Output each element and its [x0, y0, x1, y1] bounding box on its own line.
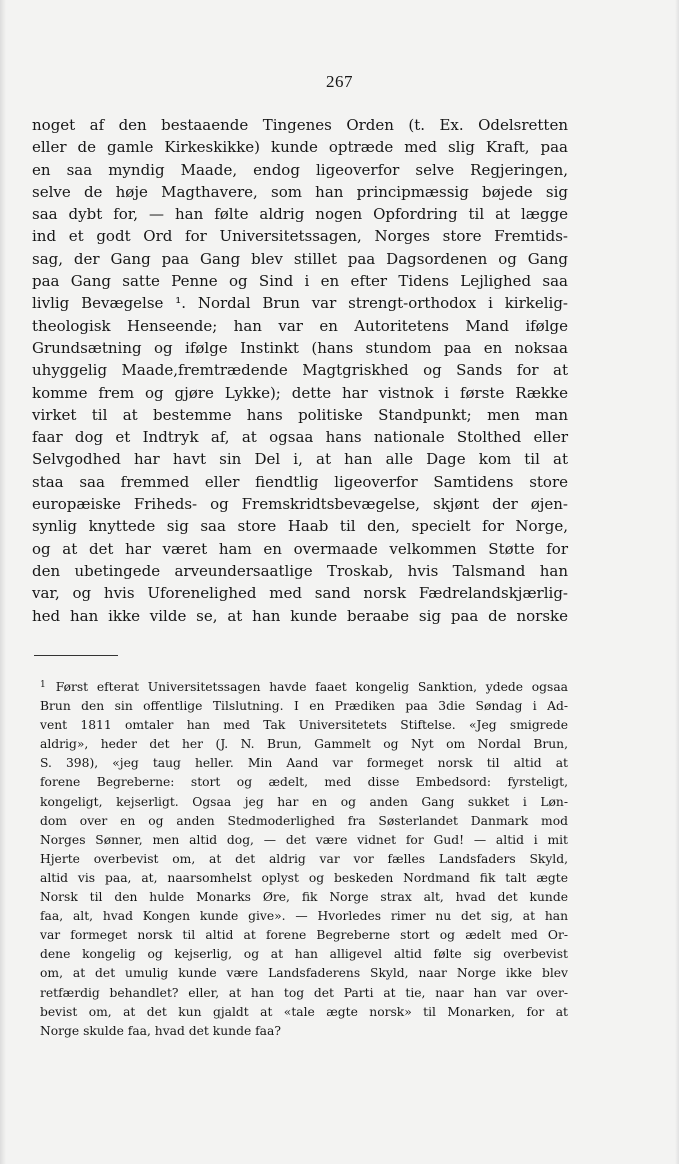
- body-line: var, og hvis Uforenelighed med sand norsk Fædrelandskjærlig-: [32, 584, 568, 603]
- body-line: komme frem og gjøre Lykke); dette har vistnok i første Række: [32, 383, 568, 402]
- footnote-line: bevist om, at det kun gjaldt at «tale ægte norsk» til Monarken, for at: [40, 1004, 568, 1019]
- body-line: sag, der Gang paa Gang blev stillet paa Dagsordenen og Gang: [32, 249, 568, 268]
- body-line: synlig knyttede sig saa store Haab til den, specielt for Norge,: [32, 517, 568, 536]
- body-line: en saa myndig Maade, endog ligeoverfor selve Regjeringen,: [32, 160, 568, 179]
- body-line: Selvgodhed har havt sin Del i, at han alle Dage kom til at: [32, 450, 568, 469]
- footnote: [40, 678, 568, 1041]
- footnote-line: aldrig», heder det her (J. N. Brun, Gammelt og Nyt om Nordal Brun,: [40, 737, 568, 752]
- body-line: saa dybt for, — han følte aldrig nogen Opfordring til at lægge: [32, 205, 568, 224]
- body-line: uhyggelig Maade,fremtrædende Magtgriskhed og Sands for at: [32, 361, 568, 380]
- page-number: 267: [326, 72, 353, 91]
- body-line: staa saa fremmed eller fiendtlig ligeoverfor Samtidens store: [32, 472, 568, 491]
- footnote-line: kongeligt, kejserligt. Ogsaa jeg har en og anden Gang sukket i Løn-: [40, 794, 568, 809]
- body-line: faar dog et Indtryk af, at ogsaa hans nationale Stolthed eller: [32, 428, 568, 447]
- body-line: ind et godt Ord for Universitetssagen, Norges store Fremtids-: [32, 227, 568, 246]
- body-line: theologisk Henseende; han var en Autoritetens Mand ifølge: [32, 316, 568, 335]
- body-line: europæiske Friheds- og Fremskridtsbevægelse, skjønt der øjen-: [32, 495, 568, 514]
- footnote-line: Norsk til den hulde Monarks Øre, fik Norge strax alt, hvad det kunde: [40, 890, 568, 905]
- footnote-line: om, at det umulig kunde være Landsfaderens Skyld, naar Norge ikke blev: [40, 966, 568, 981]
- footnote-line: Brun den sin offentlige Tilslutning. I en Prædiken paa 3die Søndag i Ad-: [40, 699, 568, 714]
- footnote-line: S. 398), «jeg taug heller. Min Aand var formeget norsk til altid at: [40, 756, 568, 771]
- body-line: noget af den bestaaende Tingenes Orden (t. Ex. Odelsretten: [32, 116, 568, 134]
- footnote-line: forene Begreberne: stort og ædelt, med disse Embedsord: fyrsteligt,: [40, 775, 568, 790]
- body-line: hed han ikke vilde se, at han kunde beraabe sig paa de norske: [32, 606, 568, 625]
- footnote-line-text: Først efterat Universitetssagen havde faaet kongelig Sanktion, ydede ogsaa: [55, 680, 568, 694]
- footnote-line: retfærdig behandlet? eller, at han tog det Parti at tie, naar han var over-: [40, 985, 568, 1000]
- body-line: og at det har været ham en overmaade velkommen Støtte for: [32, 539, 568, 558]
- footnote-line: Hjerte overbevist om, at det aldrig var vor fælles Landsfaders Skyld,: [40, 851, 568, 866]
- footnote-separator-rule: [34, 655, 118, 656]
- footnote-marker: 1: [40, 680, 46, 690]
- body-line: eller de gamle Kirkeskikke) kunde optræde med slig Kraft, paa: [32, 138, 568, 157]
- footnote-line: dene kongelig og kejserlig, og at han alligevel altid følte sig overbevist: [40, 947, 568, 962]
- body-line: livlig Bevægelse ¹. Nordal Brun var strengt-orthodox i kirkelig-: [32, 294, 568, 313]
- footnote-line: var formeget norsk til altid at forene Begreberne stort og ædelt med Or-: [40, 928, 568, 943]
- body-text: [32, 114, 568, 627]
- footnote-line: Norges Sønner, men altid dog, — det være vidnet for Gud! — altid i mit: [40, 832, 568, 847]
- footnote-line: faa, alt, hvad Kongen kunde give». — Hvorledes rimer nu det sig, at han: [40, 909, 568, 924]
- body-line: selve de høje Magthavere, som han principmæssig bøjede sig: [32, 182, 568, 201]
- body-line: den ubetingede arveundersaatlige Troskab, hvis Talsmand han: [32, 561, 568, 580]
- footnote-line: vent 1811 omtaler han med Tak Universitetets Stiftelse. «Jeg smigrede: [40, 718, 568, 733]
- body-line: virket til at bestemme hans politiske Standpunkt; men man: [32, 405, 568, 424]
- page-edge-shadow-right: [675, 0, 679, 1164]
- body-line: paa Gang satte Penne og Sind i en efter Tidens Lejlighed saa: [32, 272, 568, 291]
- page-edge-shadow-left: [0, 0, 6, 1164]
- footnote-line-first: [40, 678, 568, 697]
- footnote-line: Norge skulde faa, hvad det kunde faa?: [40, 1023, 281, 1038]
- body-line: Grundsætning og ifølge Instinkt (hans stundom paa en noksaa: [32, 338, 568, 357]
- footnote-line: dom over en og anden Stedmoderlighed fra Søsterlandet Danmark mod: [40, 813, 568, 828]
- footnote-line: altid vis paa, at, naarsomhelst oplyst og beskeden Nordmand fik talt ægte: [40, 870, 568, 885]
